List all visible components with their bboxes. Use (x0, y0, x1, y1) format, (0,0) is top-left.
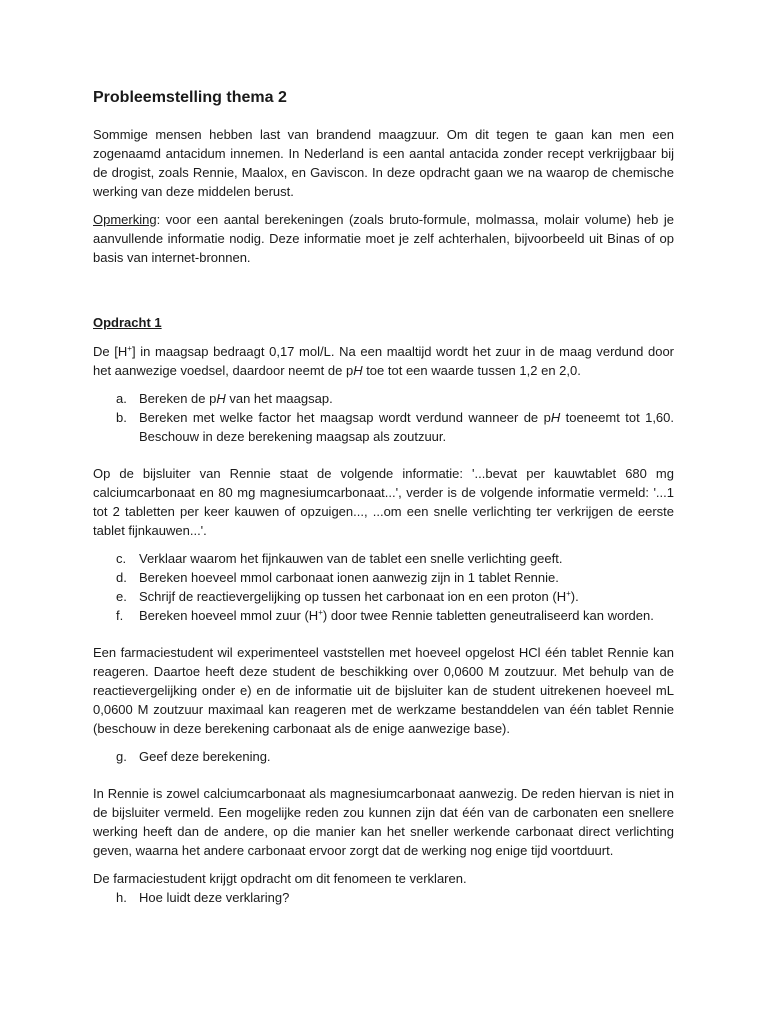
question-c: c. Verklaar waarom het fijnkauwen van de tablet een snelle verlichting geeft. (116, 551, 563, 566)
question-f: f. Bereken hoeveel mmol zuur (H+) door twee Rennie tabletten geneutraliseerd kan worden. (116, 608, 654, 623)
question-g: g. Geef deze berekening. (116, 749, 271, 764)
context-paragraph-2: Op de bijsluiter van Rennie staat de volgende informatie: '...bevat per kauwtablet 680 mg calciumcarbonaat en 80 mg magnesiumcarbonaat...', verder is de volgende informatie vermeld: '...1 tot 2 tabletten per keer kauwen of opzuigen..., ...om een snelle verlichting ter verkrijgen de eerste tablet fijnkauwen...'. (93, 466, 674, 538)
question-list-ab (93, 389, 674, 446)
context-paragraph-4: In Rennie is zowel calciumcarbonaat als magnesiumcarbonaat aanwezig. De reden hiervan is niet in de bijsluiter vermeld. Een mogelijke reden zou kunnen zijn dat één van de carbonaten een snellere werking heeft dan de andere, op die manier kan het sneller werkende carbonaat direct verlichting geven, waarna het andere carbonaat ervoor zorgt dat de werking nog enige tijd voortduurt. (93, 786, 674, 858)
question-b: b. Bereken met welke factor het maagsap wordt verdund wanneer de pH toeneemt tot 1,60. Beschouw in deze berekening maagsap als zoutzuur. (116, 410, 674, 444)
remark-paragraph (93, 210, 674, 267)
document-title: Probleemstelling thema 2 (93, 89, 287, 106)
question-list-h (93, 888, 674, 907)
remark-text: : voor een aantal berekeningen (zoals bruto-formule, molmassa, molair volume) heb je aanvullende informatie nodig. Deze informatie moet je zelf achterhalen, bijvoorbeeld uit Binas of op basis van internet-bronnen. (93, 212, 674, 265)
context-paragraph-5: De farmaciestudent krijgt opdracht om dit fenomeen te verklaren. (93, 871, 467, 886)
context-paragraph-1: De [H+] in maagsap bedraagt 0,17 mol/L. Na een maaltijd wordt het zuur in de maag verdund door het aanwezige voedsel, daardoor neemt de pH toe tot een waarde tussen 1,2 en 2,0. (93, 344, 674, 378)
question-list-cf (93, 549, 674, 625)
question-a: a. Bereken de pH van het maagsap. (116, 391, 333, 406)
assignment-heading: Opdracht 1 (93, 315, 162, 330)
question-h: h. Hoe luidt deze verklaring? (116, 890, 290, 905)
intro-paragraph: Sommige mensen hebben last van brandend maagzuur. Om dit tegen te gaan kan men een zogenaamd antacidum innemen. In Nederland is een aantal antacida zonder recept verkrijgbaar bij de drogist, zoals Rennie, Maalox, en Gaviscon. In deze opdracht gaan we na waarop de chemische werking van deze middelen berust. (93, 127, 674, 199)
remark-label: Opmerking (93, 212, 157, 227)
question-e: e. Schrijf de reactievergelijking op tussen het carbonaat ion en een proton (H+). (116, 589, 579, 604)
question-list-g (93, 747, 674, 766)
question-d: d. Bereken hoeveel mmol carbonaat ionen aanwezig zijn in 1 tablet Rennie. (116, 570, 559, 585)
context-paragraph-3: Een farmaciestudent wil experimenteel vaststellen met hoeveel opgelost HCl één tablet Rennie kan reageren. Daartoe heeft deze student de beschikking over 0,0600 M zoutzuur. Met behulp van de reactievergelijking onder e) en de informatie uit de bijsluiter kan de student uitrekenen hoeveel mL 0,0600 M zoutzuur maximaal kan reageren met de werkzame bestanddelen van één tablet Rennie (beschouw in deze berekening carbonaat als de enige aanwezige base). (93, 645, 674, 736)
